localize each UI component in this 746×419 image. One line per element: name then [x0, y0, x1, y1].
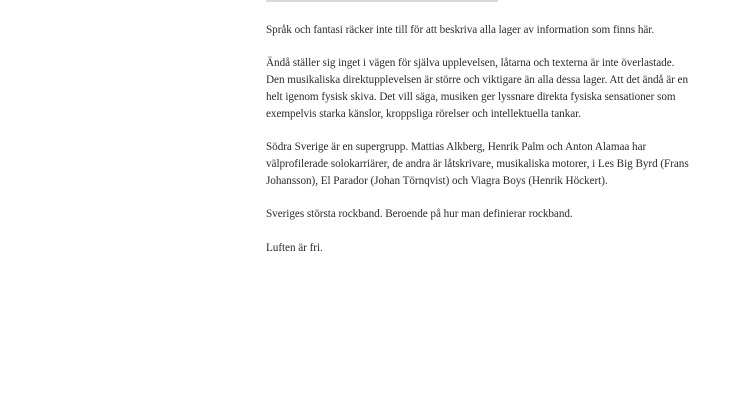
paragraph-supergroup: Södra Sverige är en supergrupp. Mattias Alkberg, Henrik Palm och Anton Alamaa har välprofilerade solokarriärer, de andra är låtskrivare, musikaliska motorer, i Les Big Byrd (Frans Johansson), El Parador (Johan Törnqvist) och Viagra Boys (Henrik Höckert). — [266, 141, 689, 187]
article-body — [266, 22, 694, 273]
paragraph-intro: Språk och fantasi räcker inte till för att beskriva alla lager av information som finns här. — [266, 24, 655, 36]
clipped-heading-fragment — [266, 0, 506, 2]
clipped-text-line — [266, 0, 498, 2]
paragraph-closing: Luften är fri. — [266, 241, 323, 254]
paragraph-rockband: Sveriges största rockband. Beroende på hur man definierar rockband. — [266, 208, 573, 221]
paragraph-experience: Ändå ställer sig inget i vägen för själva upplevelsen, låtarna och texterna är inte överlastade. Den musikaliska direktupplevelsen är större och viktigare än alla dessa lager. Att det ändå är en helt igenom fysisk skiva. Det vill säga, musiken ger lyssnare direkta fysiska sensationer som exempelvis starka känslor, kroppsliga rörelser och intellektuella tankar. — [266, 57, 688, 120]
